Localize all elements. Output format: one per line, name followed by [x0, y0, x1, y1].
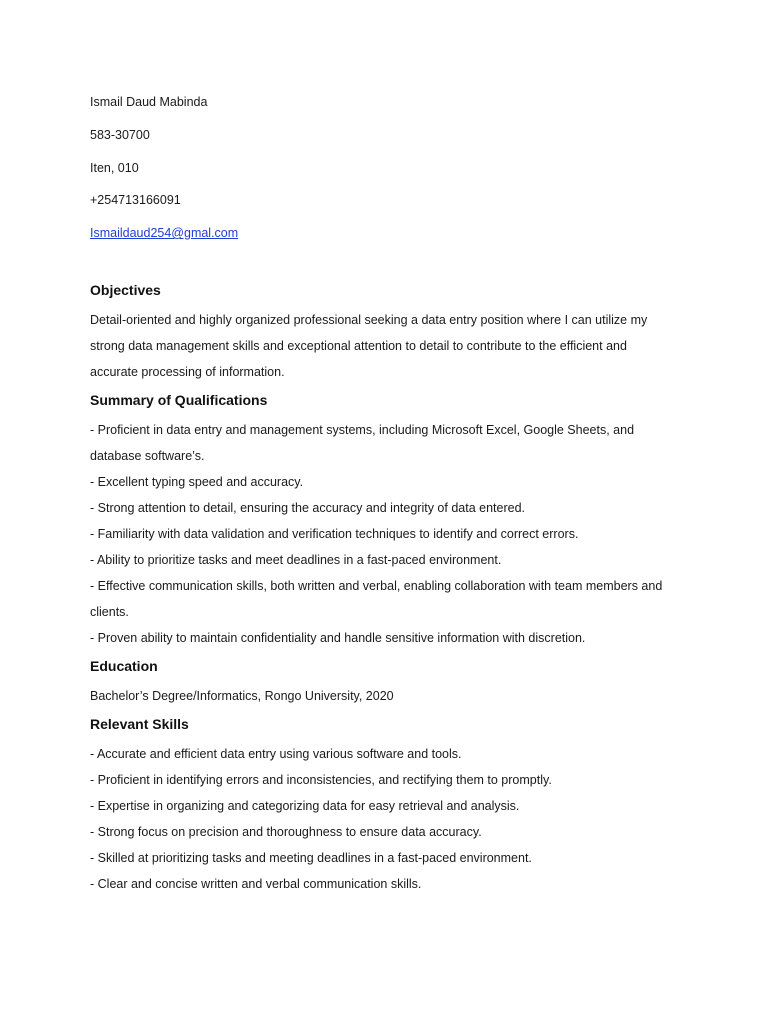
- list-item: - Clear and concise written and verbal communication skills.: [90, 877, 422, 892]
- list-item: - Accurate and efficient data entry using various software and tools.: [90, 747, 462, 762]
- list-item: - Strong focus on precision and thoroughness to ensure data accuracy.: [90, 825, 482, 840]
- list-item: - Proficient in identifying errors and inconsistencies, and rectifying them to promptly.: [90, 773, 552, 788]
- list-item: - Proven ability to maintain confidentiality and handle sensitive information with discretion.: [90, 631, 586, 646]
- list-item: - Proficient in data entry and management systems, including Microsoft Excel, Google Sheets, and database software’s.: [90, 423, 635, 464]
- list-item: - Strong attention to detail, ensuring the accuracy and integrity of data entered.: [90, 501, 525, 516]
- contact-location: Iten, 010: [90, 160, 139, 175]
- objectives-heading: Objectives: [90, 282, 161, 299]
- skills-list: [90, 741, 668, 897]
- skills-heading: Relevant Skills: [90, 716, 189, 733]
- objectives-text: Detail-oriented and highly organized professional seeking a data entry position where I can utilize my strong data management skills and exceptional attention to detail to contribute to the efficient and accurate processing of information.: [90, 313, 648, 380]
- list-item: - Effective communication skills, both written and verbal, enabling collaboration with team members and clients.: [90, 579, 663, 620]
- list-item: - Excellent typing speed and accuracy.: [90, 475, 304, 490]
- skills-section: [90, 715, 668, 897]
- list-item: - Familiarity with data validation and verification techniques to identify and correct errors.: [90, 527, 579, 542]
- list-item: - Ability to prioritize tasks and meet deadlines in a fast-paced environment.: [90, 553, 502, 568]
- contact-block: [90, 94, 668, 241]
- qualifications-list: [90, 417, 668, 651]
- qualifications-section: [90, 391, 668, 651]
- education-heading: Education: [90, 658, 158, 675]
- qualifications-heading: Summary of Qualifications: [90, 392, 268, 409]
- education-section: [90, 657, 668, 709]
- list-item: - Expertise in organizing and categorizing data for easy retrieval and analysis.: [90, 799, 520, 814]
- contact-email-link[interactable]: Ismaildaud254@gmal.com: [90, 226, 239, 241]
- contact-phone: +254713166091: [90, 193, 181, 208]
- contact-email-row: [90, 225, 668, 241]
- education-text: Bachelor’s Degree/Informatics, Rongo University, 2020: [90, 689, 394, 704]
- list-item: - Skilled at prioritizing tasks and meeting deadlines in a fast-paced environment.: [90, 851, 532, 866]
- contact-name: Ismail Daud Mabinda: [90, 95, 208, 109]
- contact-postal: 583-30700: [90, 127, 150, 142]
- objectives-section: [90, 281, 668, 385]
